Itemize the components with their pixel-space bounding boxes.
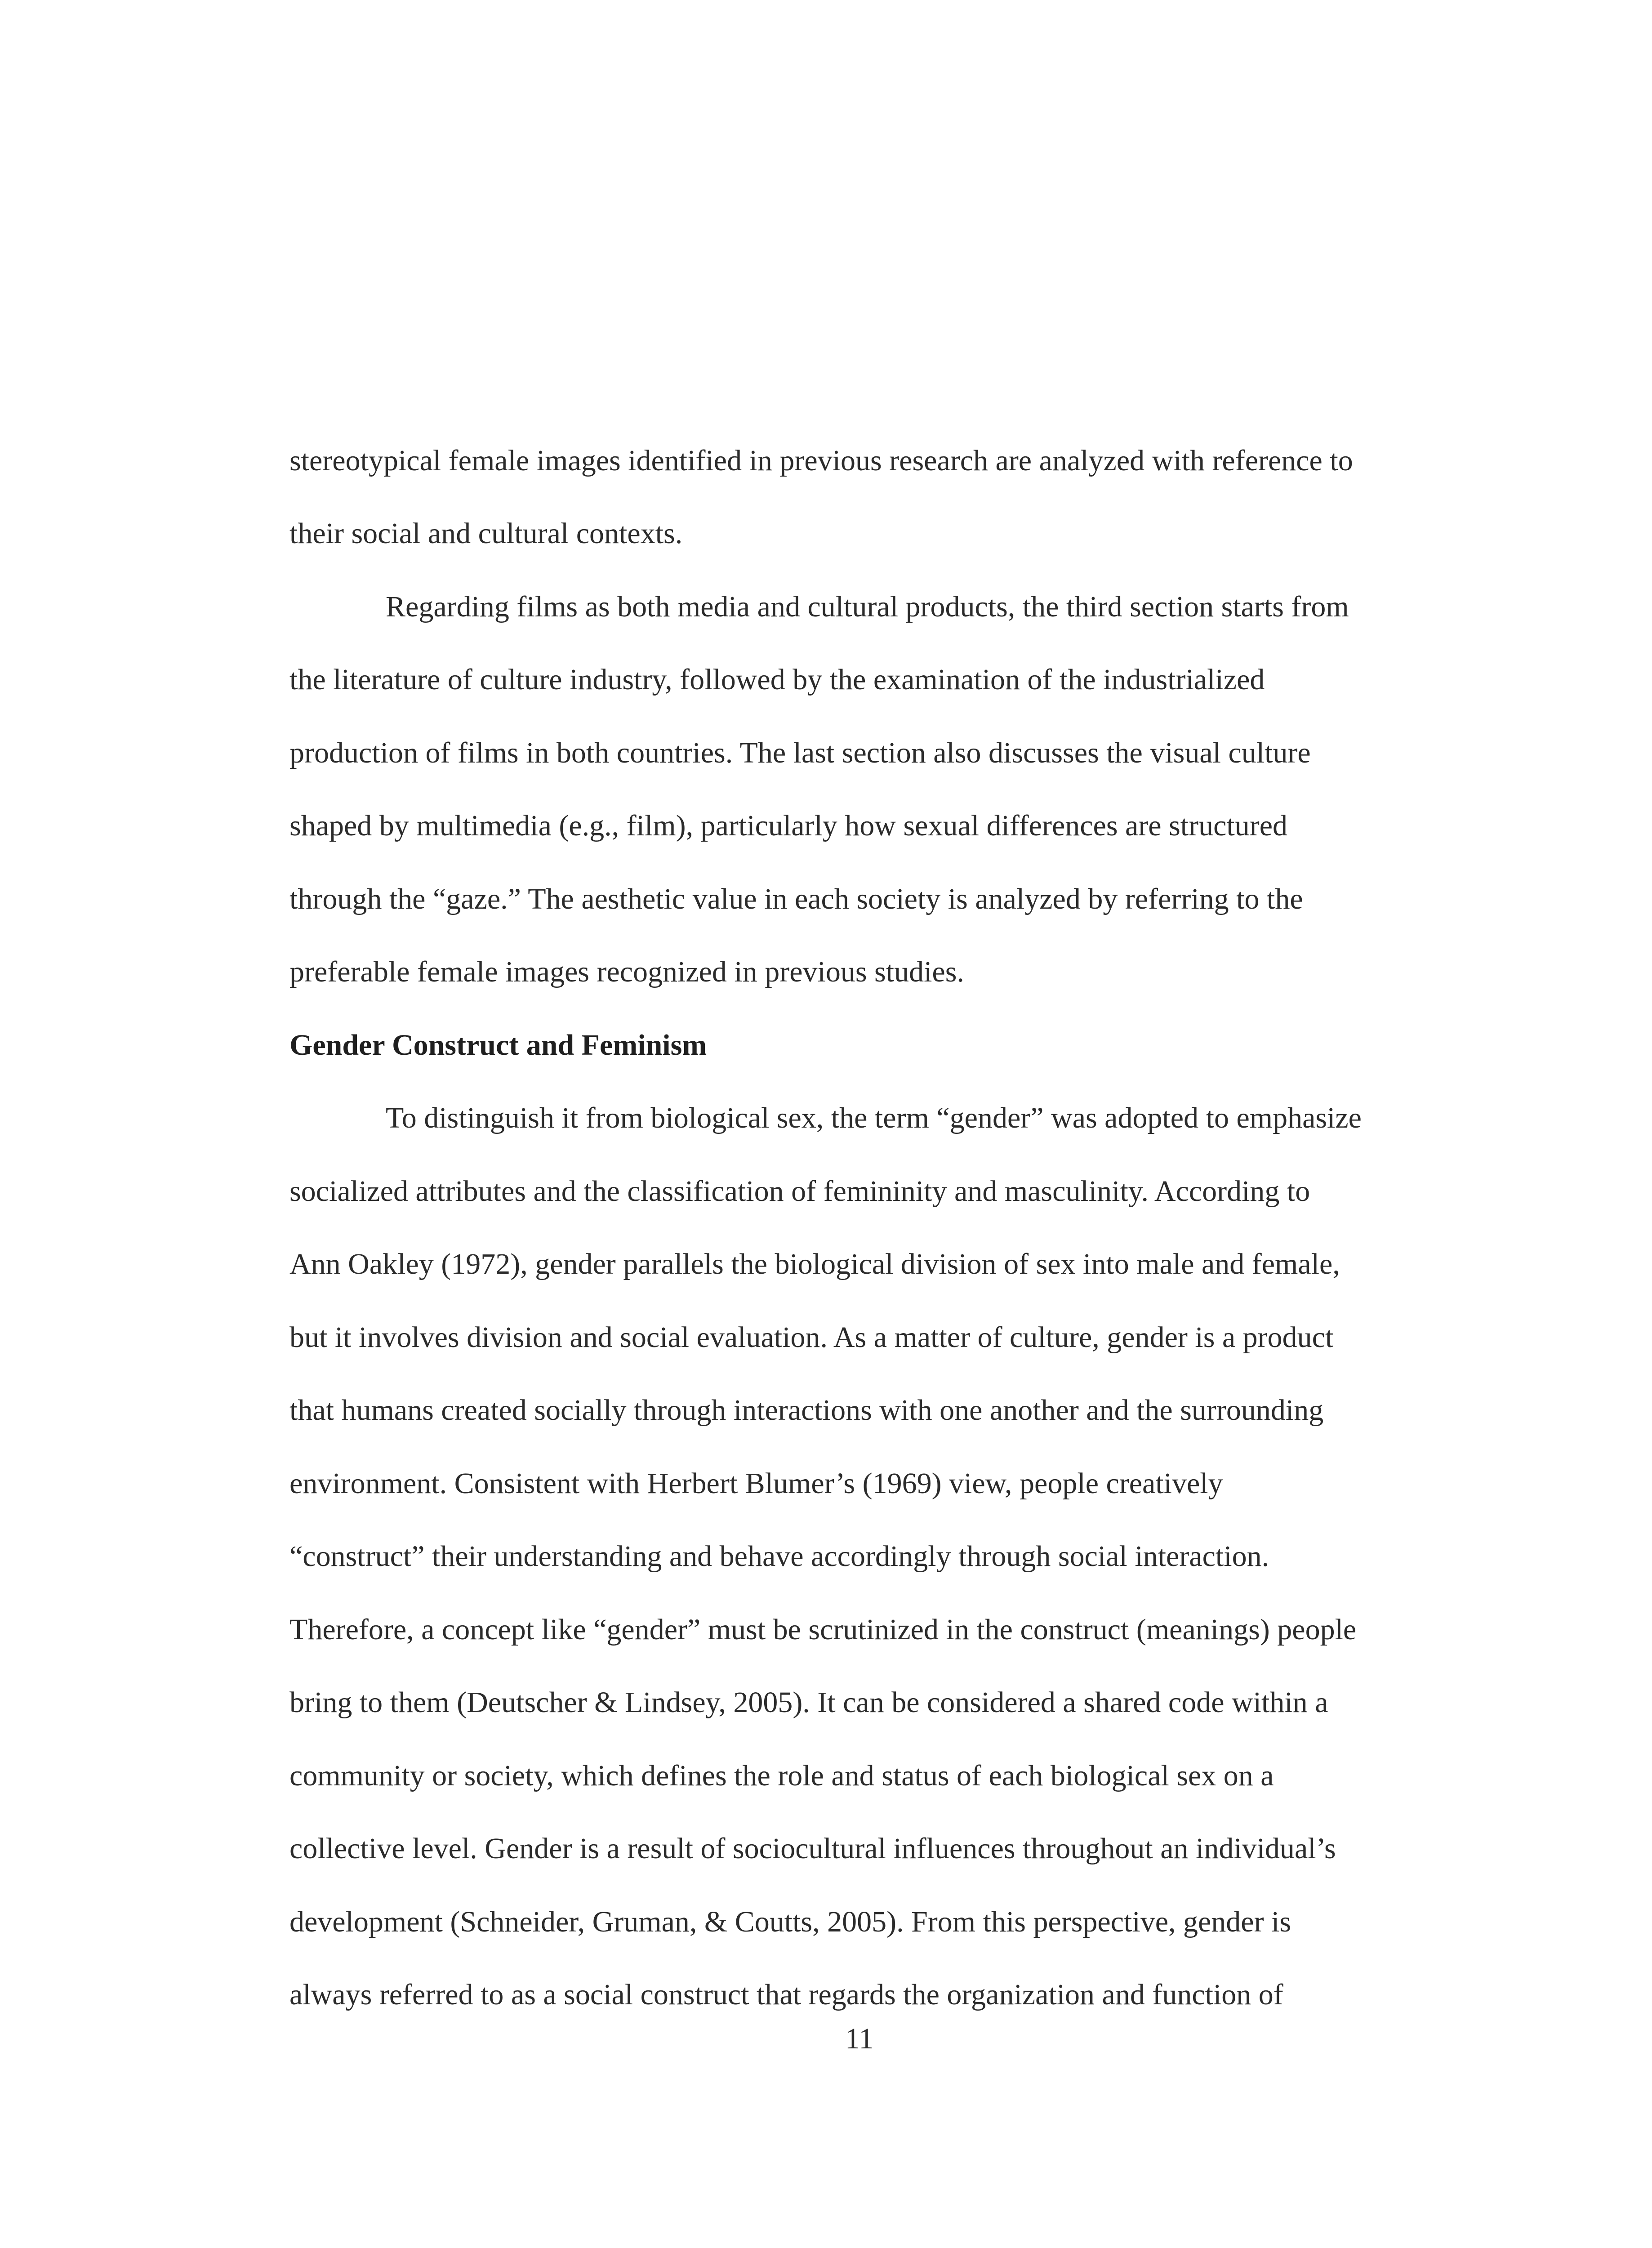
paragraph-3-line-12: development (Schneider, Gruman, & Coutts, 2005). From this perspective, gender is [289, 1905, 1291, 1938]
paragraph-3-line-11: collective level. Gender is a result of sociocultural influences throughout an individual’s [289, 1832, 1336, 1865]
paragraph-3-line-9: bring to them (Deutscher & Lindsey, 2005). It can be considered a shared code within a [289, 1686, 1328, 1719]
section-heading: Gender Construct and Feminism [289, 1029, 707, 1062]
paragraph-3-line-6: environment. Consistent with Herbert Blumer’s (1969) view, people creatively [289, 1467, 1223, 1500]
page-number: 11 [845, 2022, 874, 2055]
paragraph-3-line-13: always referred to as a social construct that regards the organization and function of [289, 1978, 1283, 2011]
paragraph-2-line-4: shaped by multimedia (e.g., film), particularly how sexual differences are structured [289, 809, 1287, 842]
paragraph-3-line-1: To distinguish it from biological sex, the term “gender” was adopted to emphasize [386, 1102, 1362, 1134]
paragraph-2-line-6: preferable female images recognized in previous studies. [289, 955, 964, 988]
paragraph-2-line-5: through the “gaze.” The aesthetic value in each society is analyzed by referring to the [289, 883, 1303, 915]
paragraph-2-line-2: the literature of culture industry, followed by the examination of the industrialized [289, 663, 1265, 696]
paragraph-2-line-3: production of films in both countries. The last section also discusses the visual culture [289, 736, 1311, 769]
paragraph-2-line-1: Regarding films as both media and cultural products, the third section starts from [386, 590, 1349, 623]
paragraph-3-line-7: “construct” their understanding and behave accordingly through social interaction. [289, 1540, 1269, 1573]
paragraph-3-line-8: Therefore, a concept like “gender” must be scrutinized in the construct (meanings) people [289, 1613, 1357, 1646]
paragraph-1-line-2: their social and cultural contexts. [289, 517, 683, 550]
paragraph-3-line-3: Ann Oakley (1972), gender parallels the biological division of sex into male and female, [289, 1248, 1340, 1280]
paragraph-3-line-2: socialized attributes and the classification of femininity and masculinity. According to [289, 1175, 1310, 1208]
paragraph-3-line-4: but it involves division and social evaluation. As a matter of culture, gender is a product [289, 1321, 1334, 1354]
paragraph-3-line-5: that humans created socially through interactions with one another and the surrounding [289, 1394, 1324, 1427]
paragraph-1-line-1: stereotypical female images identified in previous research are analyzed with reference to [289, 444, 1353, 477]
paragraph-3-line-10: community or society, which defines the role and status of each biological sex on a [289, 1759, 1274, 1792]
